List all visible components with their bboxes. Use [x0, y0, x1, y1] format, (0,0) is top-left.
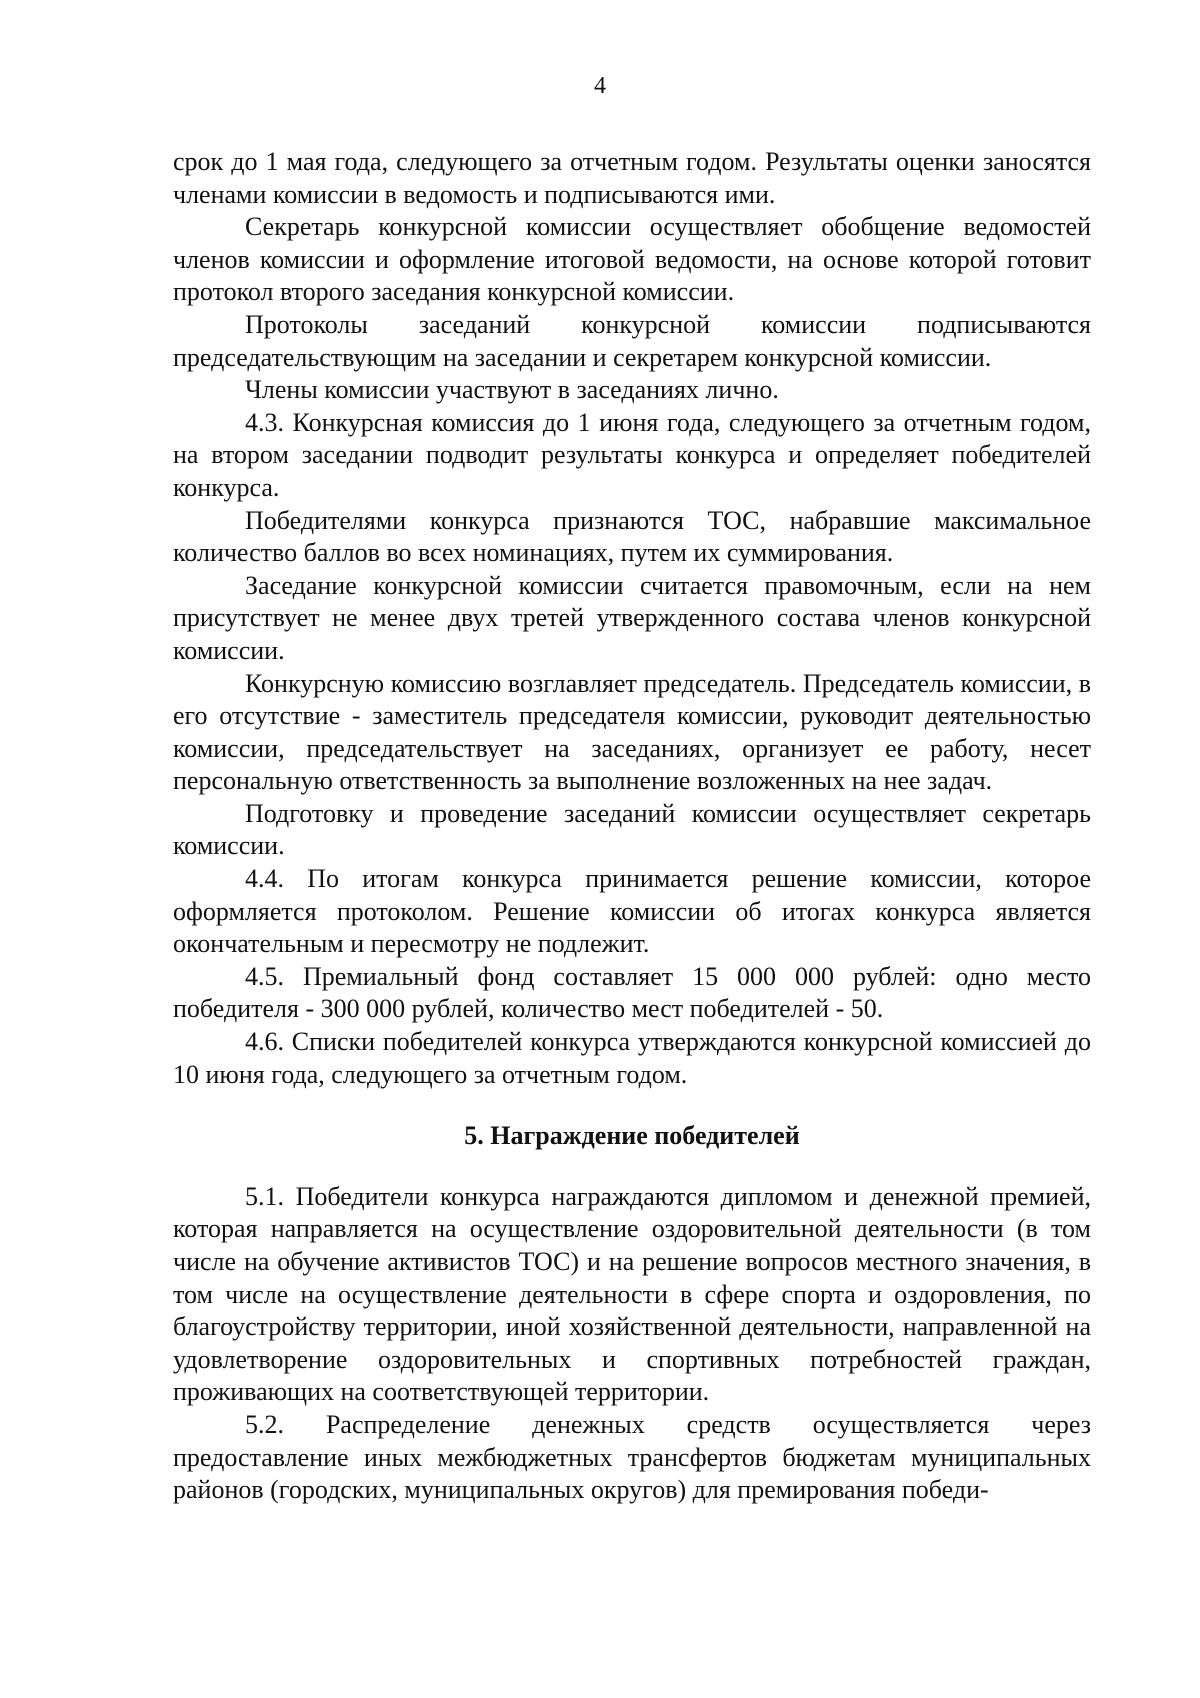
paragraph: 5.1. Победители конкурса награждаются дипломом и денежной премией, которая направляется на осуществление оздоровительной деятельности (в том числе на обучение активистов ТОС) и на решение вопросов местного значения, в том числе на осуществление деятельности в сфере спорта и оздоровления, по благоустройству территории, иной хозяйственной деятельности, направленной на удовлетворение оздоровительных и спортивных потребностей граждан, проживающих на соответствующей территории.: [173, 1181, 1091, 1407]
section-heading: 5. Награждение победителей: [464, 1121, 800, 1151]
paragraph: Заседание конкурсной комиссии считается правомочным, если на нем присутствует не менее двух третей утвержденного состава членов конкурсной комиссии.: [173, 570, 1091, 665]
document-body: [173, 146, 1091, 1507]
paragraph: 4.3. Конкурсная комиссия до 1 июня года, следующего за отчетным годом, на втором заседании подводит результаты конкурса и определяет победителей конкурса.: [173, 407, 1091, 502]
paragraph: 4.4. По итогам конкурса принимается решение комиссии, которое оформляется протоколом. Решение комиссии об итогах конкурса является окончательным и пересмотру не подлежит.: [173, 864, 1091, 959]
paragraph: 4.6. Списки победителей конкурса утверждаются конкурсной комиссией до 10 июня года, следующего за отчетным годом.: [173, 1027, 1091, 1089]
paragraph: Конкурсную комиссию возглавляет председатель. Председатель комиссии, в его отсутствие - заместитель председателя комиссии, руководит деятельностью комиссии, председательствует на заседаниях, организует ее работу, несет персональную ответственность за выполнение возложенных на нее задач.: [173, 668, 1091, 796]
paragraph: Протоколы заседаний конкурсной комиссии подписываются председательствующим на заседании и секретарем конкурсной комиссии.: [173, 309, 1091, 372]
paragraph: Подготовку и проведение заседаний комиссии осуществляет секретарь комиссии.: [173, 798, 1091, 861]
paragraph: Секретарь конкурсной комиссии осуществляет обобщение ведомостей членов комиссии и оформление итоговой ведомости, на основе которой готовит протокол второго заседания конкурсной комиссии.: [173, 212, 1091, 307]
page-number: 4: [594, 73, 606, 99]
paragraph: 4.5. Премиальный фонд составляет 15 000 000 рублей: одно место победителя - 300 000 рублей, количество мест победителей - 50.: [173, 961, 1091, 1024]
paragraph: срок до 1 мая года, следующего за отчетным годом. Результаты оценки заносятся членами комиссии в ведомость и подписываются ими.: [173, 147, 1091, 209]
paragraph: Победителями конкурса признаются ТОС, набравшие максимальное количество баллов во всех номинациях, путем их суммирования.: [173, 505, 1091, 568]
paragraph: 5.2. Распределение денежных средств осуществляется через предоставление иных межбюджетных трансфертов бюджетам муниципальных районов (городских, муниципальных округов) для премирования победи-: [173, 1409, 1091, 1505]
paragraph: Члены комиссии участвуют в заседаниях лично.: [245, 375, 779, 405]
